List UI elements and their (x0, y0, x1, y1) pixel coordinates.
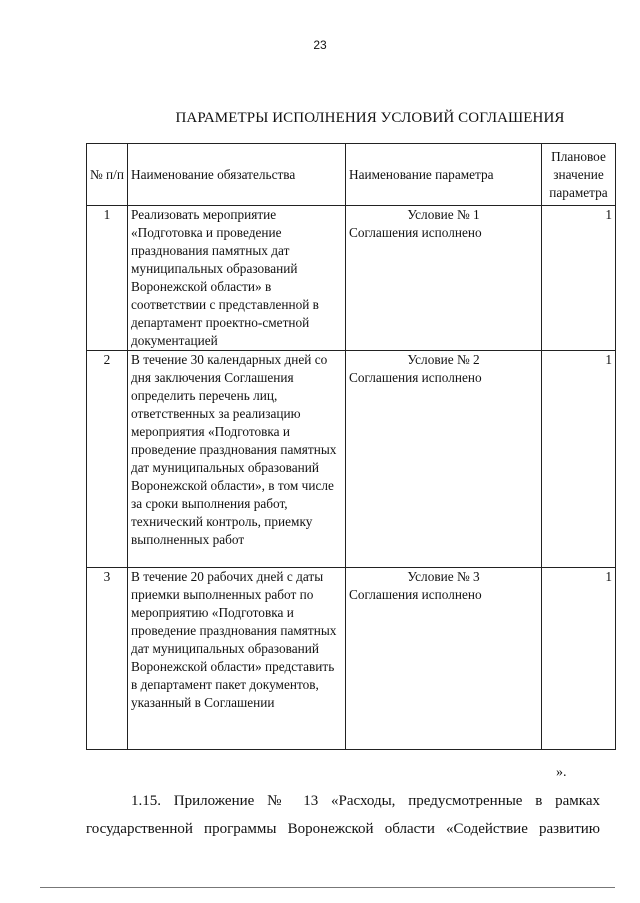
closing-quote: ». (556, 765, 567, 780)
table-row (87, 206, 616, 351)
parameter-condition: Условие № 3 (407, 569, 480, 584)
header-num: № п/п (87, 144, 128, 206)
parameter-condition: Условие № 1 (407, 207, 480, 222)
table-row (87, 568, 616, 750)
row-obligation: Реализовать мероприятие «Подготовка и проведение празднования памятных дат муниципальных образований Воронежской области» в соответствии с представленной в департамент проектно-сметной документацией (128, 206, 346, 351)
paragraph-line-1: 1.15. Приложение № 13 «Расходы, предусмотренные в рамках (131, 793, 600, 809)
row-num: 1 (87, 206, 128, 351)
parameter-status: Соглашения исполнено (349, 225, 482, 240)
document-title: ПАРАМЕТРЫ ИСПОЛНЕНИЯ УСЛОВИЙ СОГЛАШЕНИЯ (175, 110, 565, 126)
row-num: 3 (87, 568, 128, 750)
paragraph-line-2: государственной программы Воронежской области «Содействие развитию (86, 821, 600, 837)
page-number: 23 (313, 38, 327, 52)
row-planned-value: 1 (542, 206, 616, 351)
row-obligation: В течение 20 рабочих дней с даты приемки выполненных работ по мероприятию «Подготовка и проведение празднования памятных дат муниципальных образований Воронежской области» представить в департамент пакет документов, указанный в Соглашении (128, 568, 346, 750)
table-row (87, 351, 616, 568)
row-obligation: В течение 30 календарных дней со дня заключения Соглашения определить перечень лиц, ответственных за реализацию мероприятия «Подготовка и проведение празднования памятных дат муниципальных образований Воронежской области», в том числе за сроки выполнения работ, технический контроль, приемку выполненных работ (128, 351, 346, 568)
row-parameter (346, 568, 542, 750)
parameter-status: Соглашения исполнено (349, 587, 482, 602)
row-planned-value: 1 (542, 351, 616, 568)
parameter-status: Соглашения исполнено (349, 370, 482, 385)
parameters-table (86, 143, 616, 750)
row-parameter (346, 351, 542, 568)
row-parameter (346, 206, 542, 351)
table-header-row (87, 144, 616, 206)
row-num: 2 (87, 351, 128, 568)
row-planned-value: 1 (542, 568, 616, 750)
header-planned-value: Плановое значение параметра (542, 144, 616, 206)
header-obligation: Наименование обязательства (128, 144, 346, 206)
parameter-condition: Условие № 2 (407, 352, 480, 367)
bottom-rule (40, 887, 615, 888)
header-parameter: Наименование параметра (346, 144, 542, 206)
